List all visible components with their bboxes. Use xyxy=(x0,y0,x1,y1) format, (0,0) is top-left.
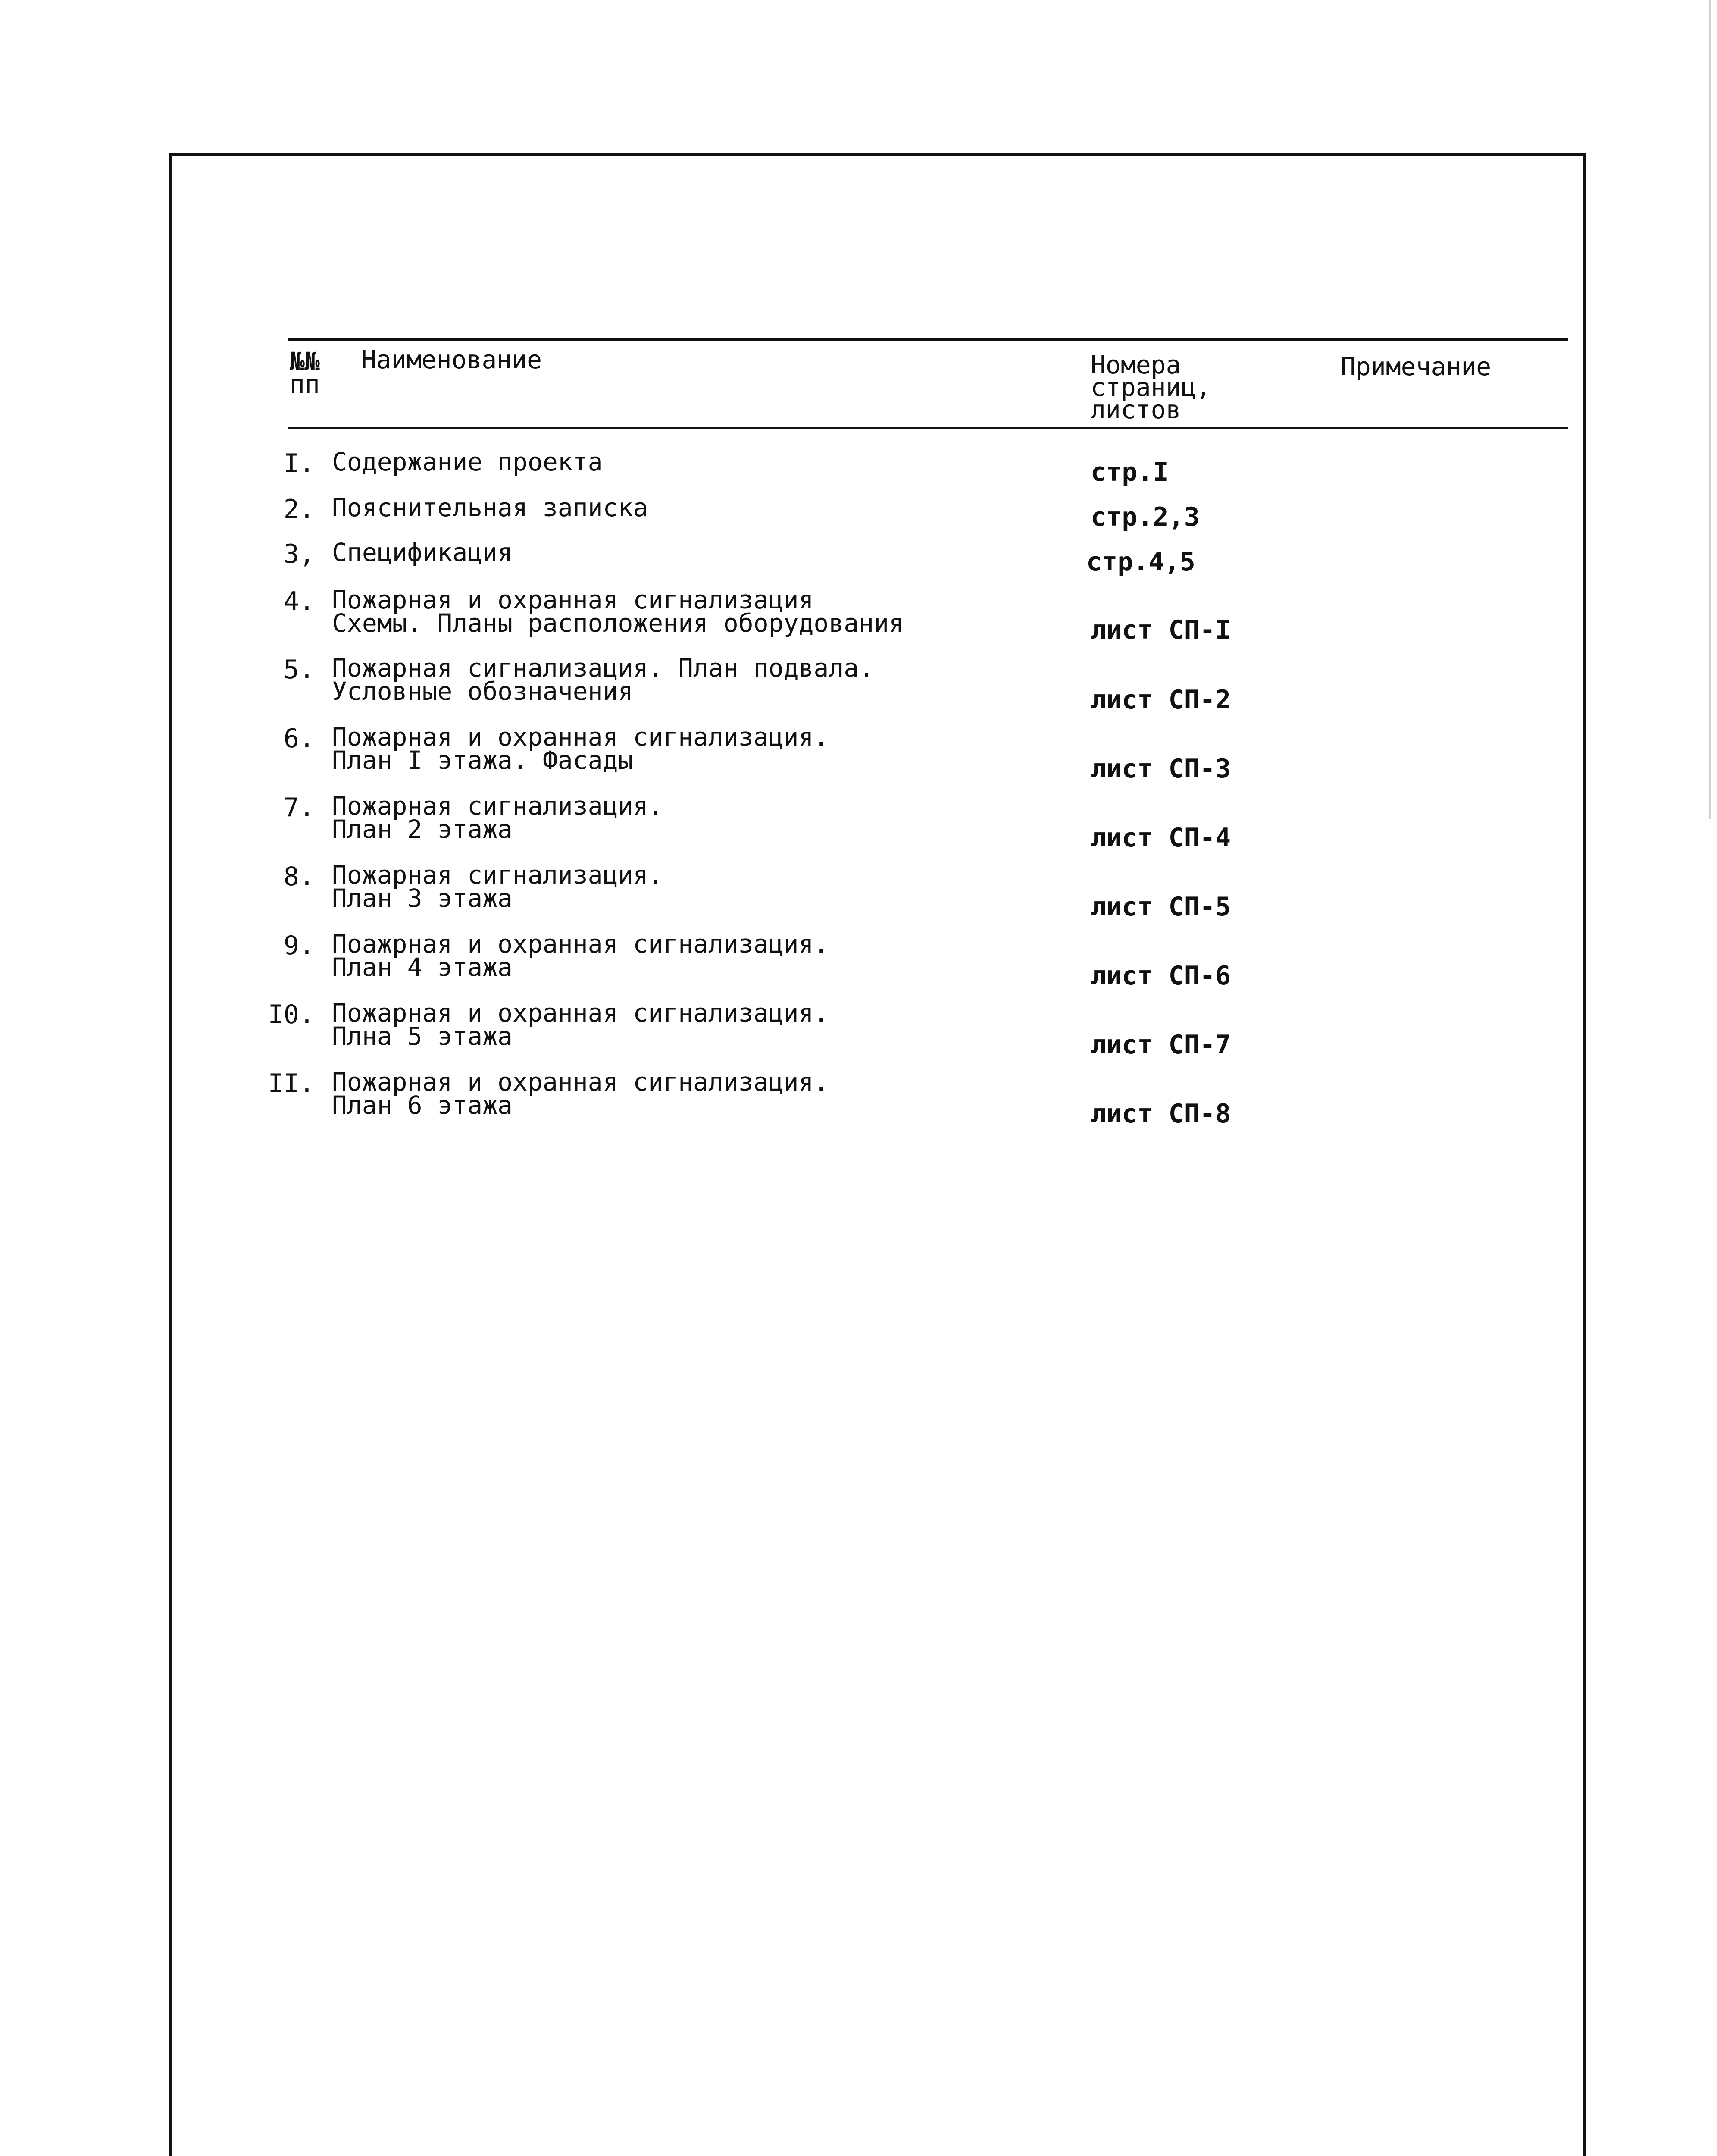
row-page: лист СП-3 xyxy=(1091,754,1231,784)
row-page: лист СП-4 xyxy=(1091,823,1231,853)
row-page: лист СП-5 xyxy=(1091,892,1231,922)
row-page: лист СП-6 xyxy=(1091,961,1231,991)
header-pages-label-1: Номера xyxy=(1091,350,1181,379)
row-page: стр.I xyxy=(1091,457,1169,487)
row-name: Спецификация xyxy=(332,538,513,567)
row-page: лист СП-8 xyxy=(1091,1099,1231,1129)
row-number: 8. xyxy=(283,862,315,892)
row-page: лист СП-I xyxy=(1091,615,1231,645)
row-number: 7. xyxy=(283,793,315,823)
header-number-label: №№ xyxy=(290,347,320,376)
row-page: лист СП-7 xyxy=(1091,1030,1231,1060)
row-number: 4. xyxy=(283,586,315,617)
row-name: Пожарная и охранная сигнализация. План 6 этажа xyxy=(332,1067,829,1120)
row-name: Пожарная и охранная сигнализация Схемы. Планы расположения оборудования xyxy=(332,585,904,638)
row-page: стр.2,3 xyxy=(1091,502,1200,532)
row-page: стр.4,5 xyxy=(1086,547,1195,577)
row-name: Пояснительная записка xyxy=(332,493,648,522)
row-name: Пожарная сигнализация. План 3 этажа xyxy=(332,860,663,913)
row-name: Пожарная сигнализация. План подвала. Условные обозначения xyxy=(332,653,874,706)
row-number: 3, xyxy=(283,539,315,569)
header-number-label-2: пп xyxy=(290,370,320,399)
row-number: II. xyxy=(268,1069,315,1099)
row-number: 2. xyxy=(283,494,315,524)
row-number: I0. xyxy=(268,1000,315,1030)
row-name: Пожарная и охранная сигнализация. Плна 5 этажа xyxy=(332,998,829,1051)
row-number: 6. xyxy=(283,724,315,754)
row-number: I. xyxy=(283,448,315,479)
row-name: Пожарная и охранная сигнализация. План I этажа. Фасады xyxy=(332,722,829,775)
header-bottom-rule xyxy=(288,427,1568,429)
header-top-rule xyxy=(288,338,1568,341)
row-name: Поажрная и охранная сигнализация. План 4 этажа xyxy=(332,929,829,982)
header-name-label: Наименование xyxy=(361,345,542,374)
row-name: Содержание проекта xyxy=(332,447,603,476)
row-number: 9. xyxy=(283,931,315,961)
row-number: 5. xyxy=(283,655,315,685)
header-pages-label-3: листов xyxy=(1091,395,1181,424)
row-name: Пожарная сигнализация. План 2 этажа xyxy=(332,791,663,844)
header-note-label: Примечание xyxy=(1341,352,1492,381)
scan-edge-line xyxy=(1709,0,1711,819)
header-pages-label-2: страниц, xyxy=(1091,373,1211,402)
row-page: лист СП-2 xyxy=(1091,685,1231,715)
